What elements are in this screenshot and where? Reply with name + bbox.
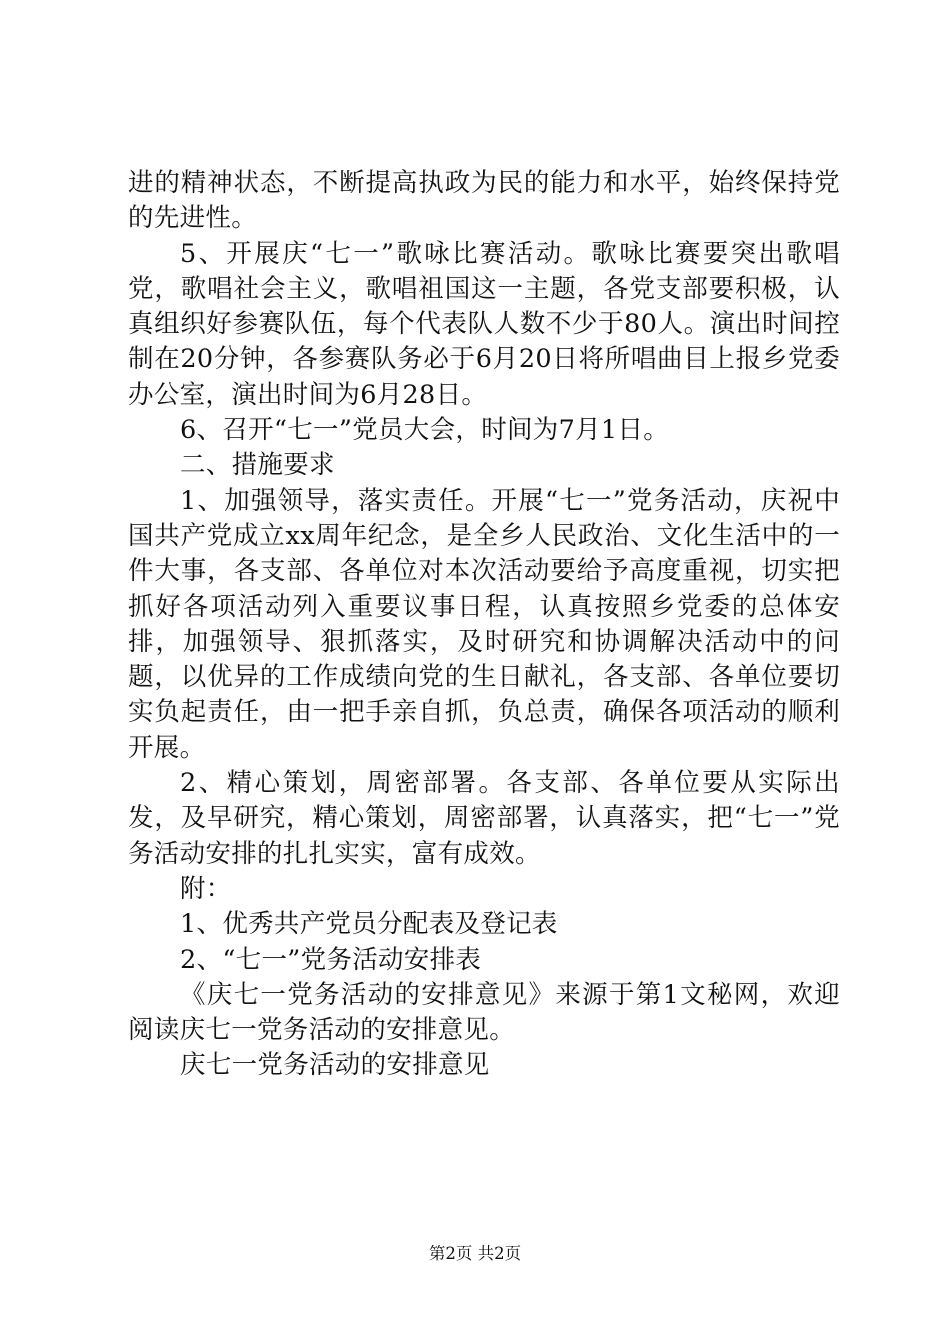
section-heading-measures: 二、措施要求 [180,450,335,481]
appendix-item-2: 2、“七一”党务活动安排表 [180,944,482,975]
paragraph-continuation: 进的精神状态，不断提高执政为民的能力和水平，始终保持党的先进性。 [128,168,840,234]
paragraph-party-meeting: 6、召开“七一”党员大会，时间为7月1日。 [180,415,670,446]
appendix-label: 附： [180,873,232,904]
paragraph-leadership: 1、加强领导，落实责任。开展“七一”党务活动，庆祝中国共产党成立xx周年纪念，是全乡人民政治、文化生活中的一件大事，各支部、各单位对本次活动要给予高度重视，切实把抓好各项活动列入重要议事日程，认真按照乡党委的总体安排，加强领导、狠抓落实，及时研究和协调解决活动中的问题，以优异的工作成绩向党的生日献礼，各支部、各单位要切实负起责任，由一把手亲自抓，负总责，确保各项活动的顺利开展。 [128,485,840,763]
source-note: 《庆七一党务活动的安排意见》来源于第1文秘网，欢迎阅读庆七一党务活动的安排意见。 [128,979,840,1046]
document-title-repeat: 庆七一党务活动的安排意见 [180,1050,490,1081]
page-number-label: 第2页 共2页 [428,1244,522,1263]
page-footer [0,1243,950,1265]
paragraph-planning: 2、精心策划，周密部署。各支部、各单位要从实际出发，及早研究，精心策划，周密部署，认真落实，把“七一”党务活动安排的扎扎实实，富有成效。 [128,768,840,869]
appendix-item-1: 1、优秀共产党员分配表及登记表 [180,909,558,940]
document-body [128,166,840,1084]
paragraph-singing-contest: 5、开展庆“七一”歌咏比赛活动。歌咏比赛要突出歌唱党，歌唱社会主义，歌唱祖国这一主题，各党支部要积极，认真组织好参赛队伍，每个代表队人数不少于80人。演出时间控制在20分钟，各参赛队务必于6月20日将所唱曲目上报乡党委办公室，演出时间为6月28日。 [128,238,840,410]
